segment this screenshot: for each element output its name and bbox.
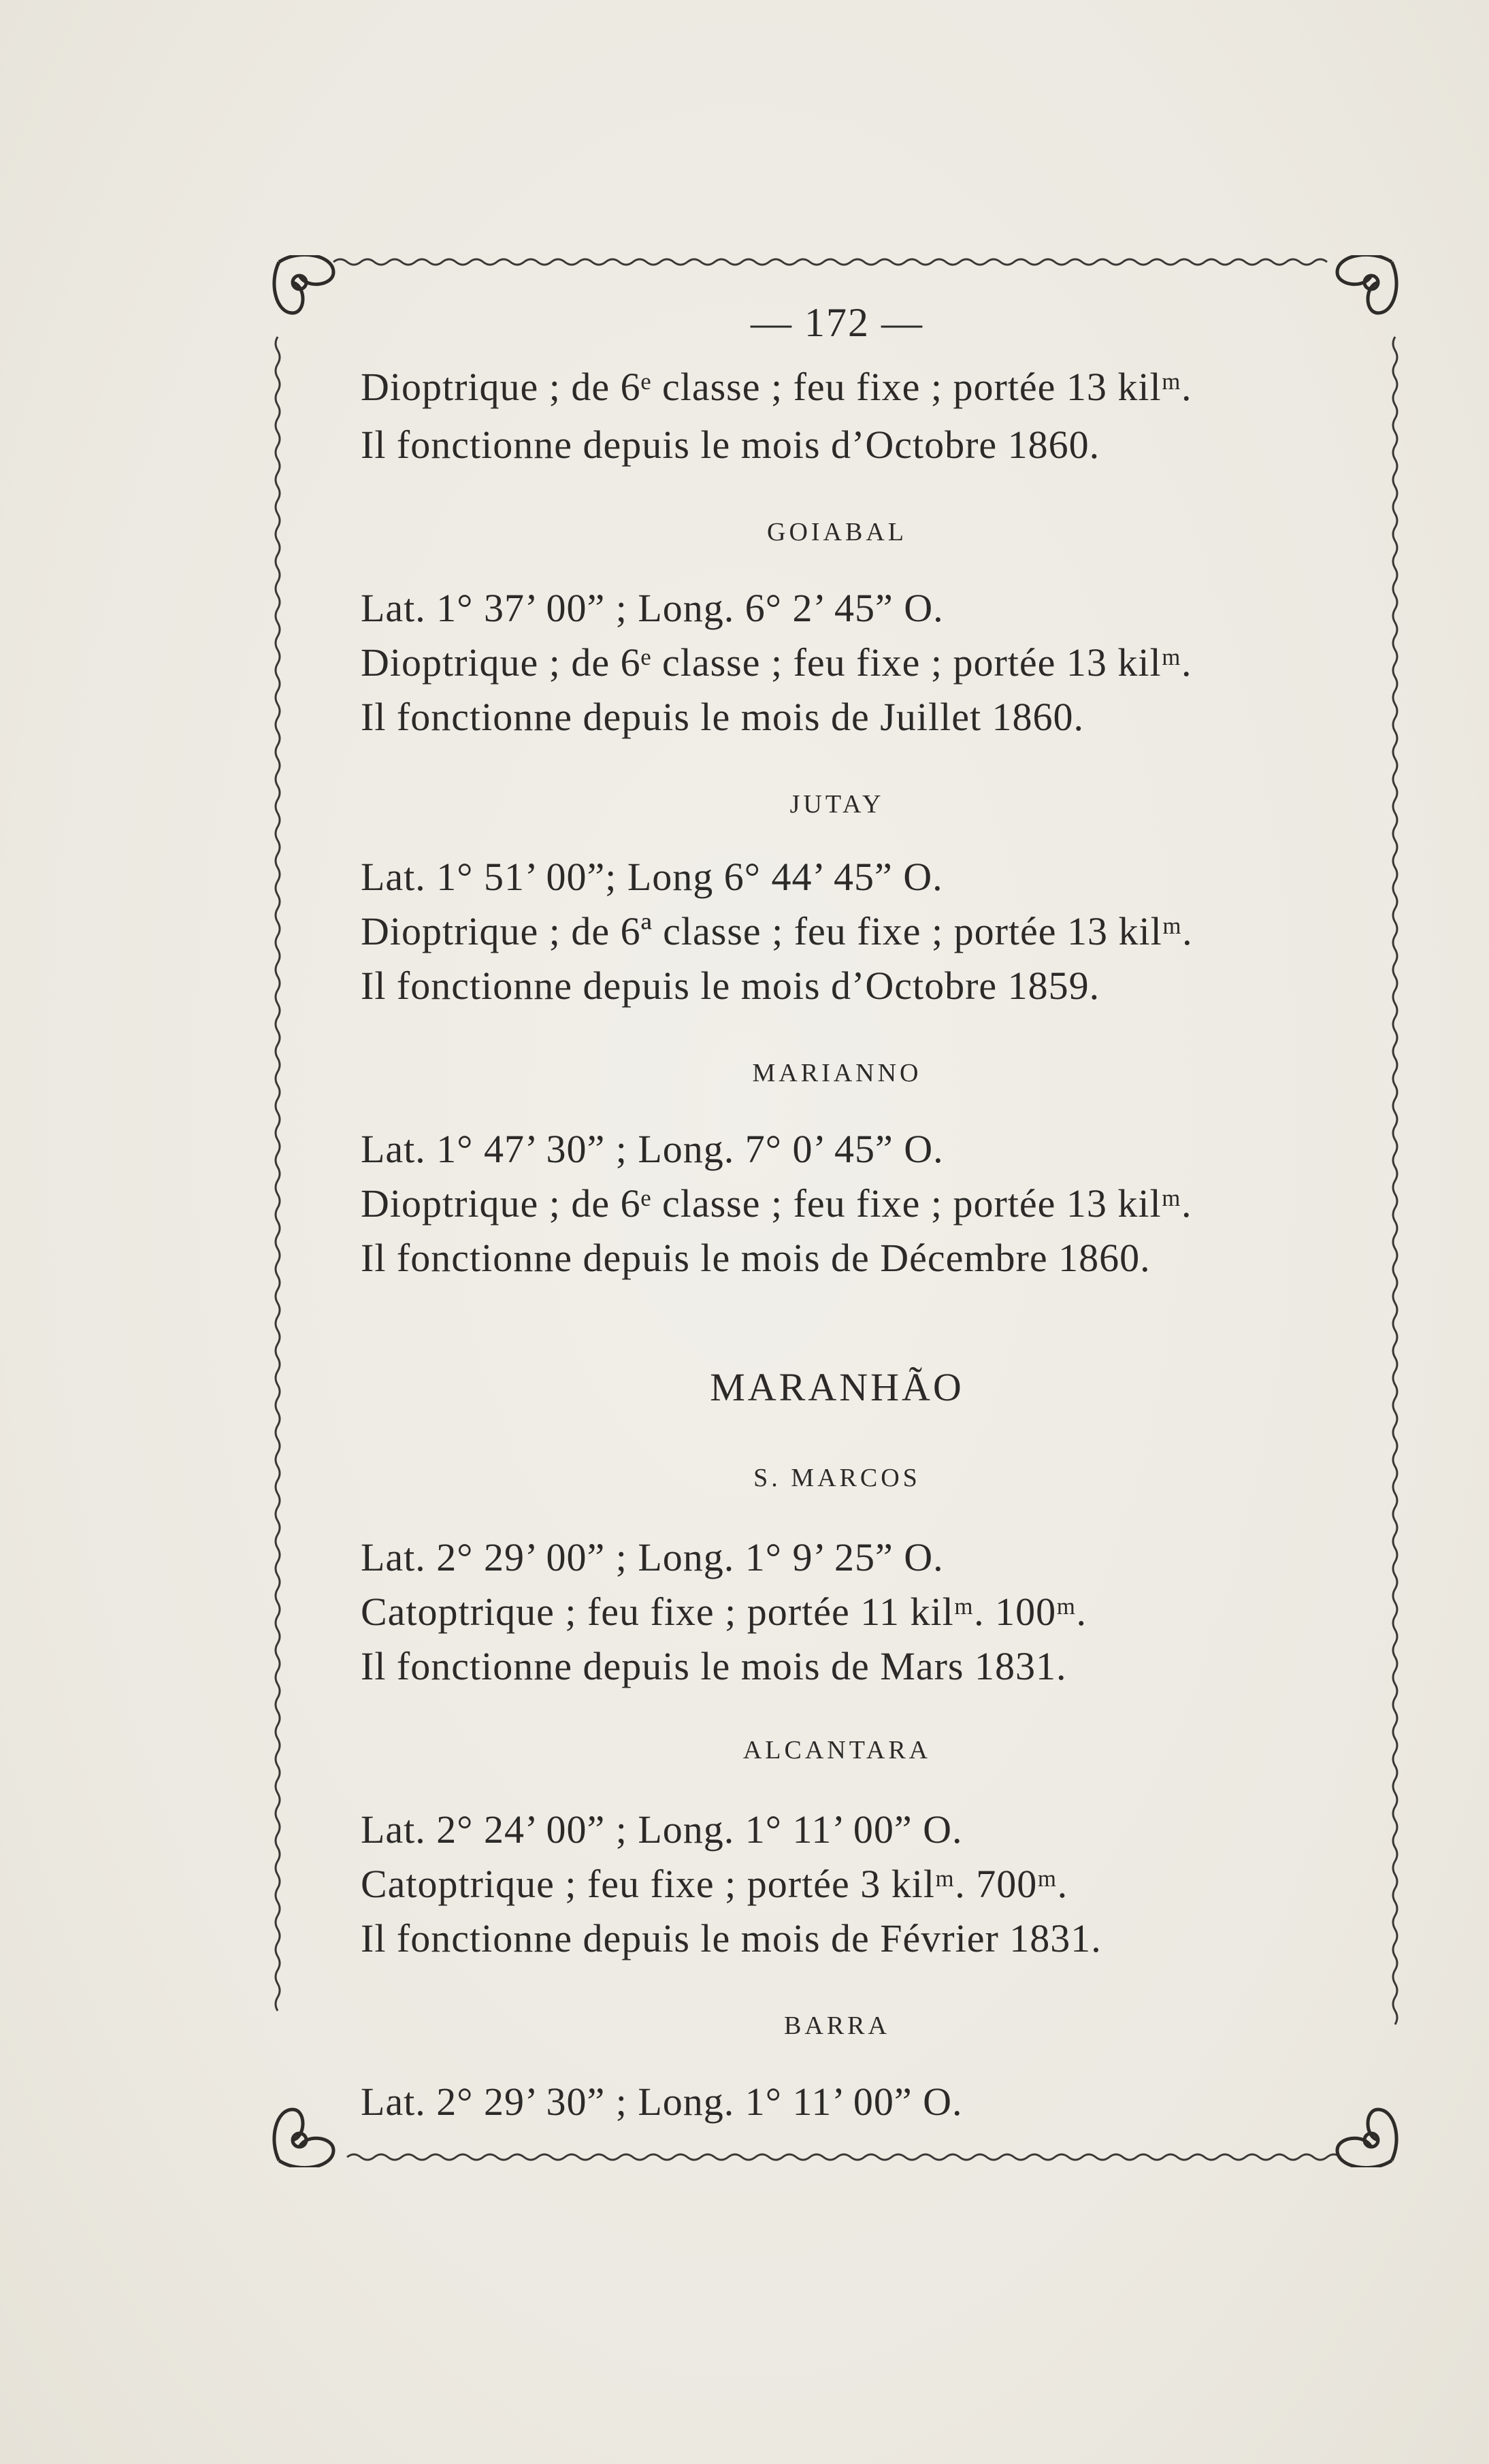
station-coords: Lat. 2° 24’ 00” ; Long. 1° 11’ 00” O. <box>361 1807 963 1852</box>
intro-line-2: Il fonctionne depuis le mois d’Octobre 1860. <box>361 423 1100 467</box>
station-name: S. MARCOS <box>753 1464 921 1492</box>
station-name: ALCANTARA <box>742 1736 932 1764</box>
intro-line-1: Dioptrique ; de 6ᵉ classe ; feu fixe ; portée 13 kilᵐ. <box>361 365 1192 409</box>
station-coords: Lat. 2° 29’ 30” ; Long. 1° 11’ 00” O. <box>361 2080 963 2124</box>
station-since: Il fonctionne depuis le mois d’Octobre 1859. <box>361 964 1100 1008</box>
station-name: JUTAY <box>789 790 885 819</box>
station-desc: Catoptrique ; feu fixe ; portée 11 kilᵐ. 100ᵐ. <box>361 1590 1087 1634</box>
province-title: MARANHÃO <box>710 1365 964 1409</box>
station-coords: Lat. 2° 29’ 00” ; Long. 1° 9’ 25” O. <box>361 1535 944 1579</box>
page-number: — 172 — <box>751 300 923 345</box>
station-coords: Lat. 1° 47’ 30” ; Long. 7° 0’ 45” O. <box>361 1127 944 1171</box>
station-since: Il fonctionne depuis le mois de Mars 1831. <box>361 1644 1067 1688</box>
station-desc: Catoptrique ; feu fixe ; portée 3 kilᵐ. 700ᵐ. <box>361 1862 1068 1906</box>
station-coords: Lat. 1° 51’ 00”; Long 6° 44’ 45” O. <box>361 855 943 899</box>
station-desc: Dioptrique ; de 6ª classe ; feu fixe ; portée 13 kilᵐ. <box>361 909 1193 953</box>
station-desc: Dioptrique ; de 6ᵉ classe ; feu fixe ; portée 13 kilᵐ. <box>361 1181 1192 1226</box>
top-left-flourish <box>274 255 333 313</box>
station-since: Il fonctionne depuis le mois de Décembre 1860. <box>361 1236 1151 1280</box>
station-coords: Lat. 1° 37’ 00” ; Long. 6° 2’ 45” O. <box>361 586 944 630</box>
station-name: BARRA <box>784 2011 890 2040</box>
station-name: GOIABAL <box>767 518 907 546</box>
station-desc: Dioptrique ; de 6ᵉ classe ; feu fixe ; portée 13 kilᵐ. <box>361 640 1192 685</box>
station-since: Il fonctionne depuis le mois de Juillet 1860. <box>361 695 1085 739</box>
bottom-right-flourish <box>1337 2109 1396 2167</box>
station-name: MARIANNO <box>752 1059 922 1087</box>
top-right-flourish <box>1337 255 1396 313</box>
bottom-left-flourish <box>274 2109 333 2167</box>
station-since: Il fonctionne depuis le mois de Février 1831. <box>361 1916 1102 1960</box>
